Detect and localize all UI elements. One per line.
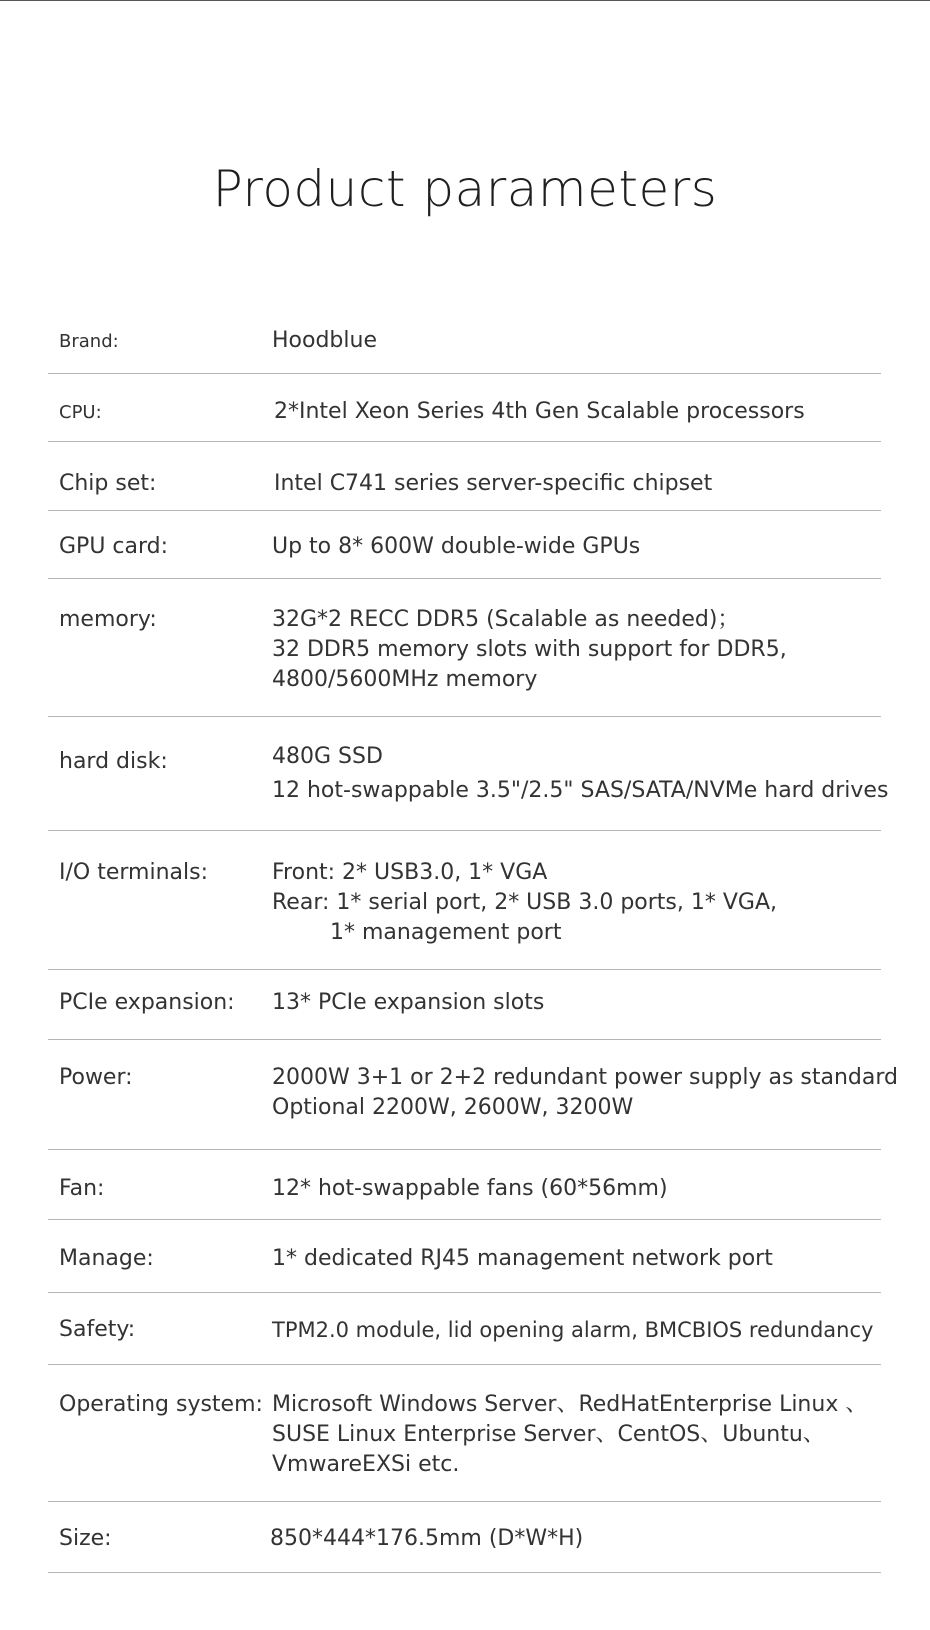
param-value [274,397,805,427]
row-divider [48,578,881,579]
param-value [270,1524,583,1554]
param-label: hard disk: [59,749,168,774]
row-divider [48,510,881,511]
param-label: I/O terminals: [59,860,208,885]
param-value-line: 2000W 3+1 or 2+2 redundant power supply as standard [272,1065,899,1090]
row-divider [48,441,881,442]
param-value-line: 32 DDR5 memory slots with support for DDR5, [272,637,787,662]
row-divider [48,969,881,970]
param-label: Chip set: [59,471,157,496]
param-value [272,742,888,806]
param-value-line: 2*Intel Xeon Series 4th Gen Scalable processors [274,399,805,424]
row-divider [48,1219,881,1220]
param-label: Size: [59,1526,112,1551]
row-divider [48,1039,881,1040]
param-value [272,326,377,356]
param-value-line: 850*444*176.5mm (D*W*H) [270,1526,584,1551]
param-label: Power: [59,1065,133,1090]
param-value [274,469,712,499]
param-value-line: Intel C741 series server-specific chipset [274,471,713,496]
param-value-line: SUSE Linux Enterprise Server、CentOS、Ubuntu、 [272,1422,825,1447]
param-value-line: Rear: 1* serial port, 2* USB 3.0 ports, 1* VGA, [272,890,777,915]
row-divider [48,1292,881,1293]
row-divider [48,716,881,717]
param-label: memory: [59,607,157,632]
param-value-line: 32G*2 RECC DDR5 (Scalable as needed)； [272,607,740,632]
param-value [272,605,787,695]
param-value [272,988,544,1018]
param-value [272,1390,867,1480]
param-value-line: VmwareEXSi etc. [272,1452,460,1477]
param-value-line: 4800/5600MHz memory [272,667,538,692]
param-value [272,1244,773,1274]
param-value-line: 1* dedicated RJ45 management network port [272,1246,773,1271]
param-label: Brand: [59,331,119,352]
row-divider [48,1364,881,1365]
param-value [272,858,777,948]
param-value-line: Optional 2200W, 2600W, 3200W [272,1095,634,1120]
param-label: PCIe expansion: [59,990,235,1015]
param-label: Fan: [59,1176,105,1201]
param-value [272,532,640,562]
row-divider [48,1149,881,1150]
param-label: CPU: [59,402,102,423]
page-title: Product parameters [212,160,718,218]
param-value [272,1315,873,1345]
param-label: Manage: [59,1246,154,1271]
param-label: GPU card: [59,534,169,559]
param-value-line: Hoodblue [272,328,377,353]
param-value-line: 12 hot-swappable 3.5"/2.5" SAS/SATA/NVMe hard drives [272,778,889,803]
param-label: Operating system: [59,1392,263,1417]
param-value-line: Up to 8* 600W double-wide GPUs [272,534,641,559]
top-border [0,0,930,1]
row-divider [48,373,881,374]
param-value [272,1174,668,1204]
param-value-line: TPM2.0 module, lid opening alarm, BMCBIOS redundancy [272,1318,874,1342]
param-value-line: 12* hot-swappable fans (60*56mm) [272,1176,668,1201]
param-label: Safety: [59,1317,136,1342]
row-divider [48,1572,881,1573]
param-value-line: Front: 2* USB3.0, 1* VGA [272,860,548,885]
param-value-line: 480G SSD [272,744,383,769]
param-value-line: Microsoft Windows Server、RedHatEnterprise Linux 、 [272,1392,868,1417]
row-divider [48,830,881,831]
param-value-line: 13* PCIe expansion slots [272,990,545,1015]
param-value [272,1063,898,1123]
row-divider [48,1501,881,1502]
param-value-line: 1* management port [330,920,562,945]
